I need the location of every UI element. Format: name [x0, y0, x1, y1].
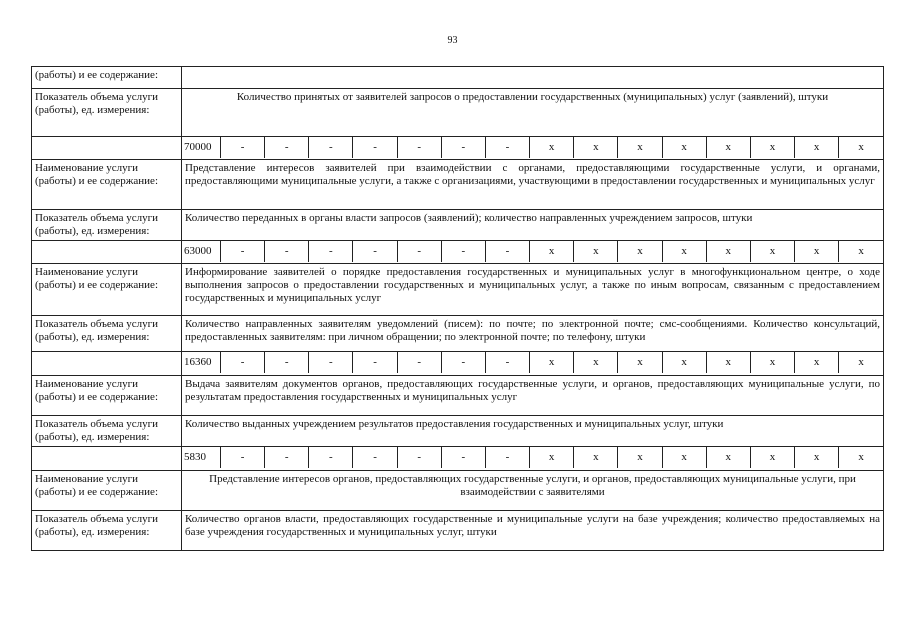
cell-mark-dash: -: [221, 447, 265, 468]
cell-mark-x: x: [795, 137, 839, 158]
row-content: Представление интересов органов, предоставляющих государственные услуги, и органов, предоставляющих муниципальные услуги, при взаимодействии с заявителями: [182, 471, 884, 511]
cell-mark-dash: -: [397, 447, 441, 468]
table-row: [32, 416, 884, 447]
cell-mark-dash: -: [353, 352, 397, 373]
values-grid: [182, 352, 883, 373]
cell-mark-dash: -: [265, 241, 309, 262]
row-label: (работы) и ее содержание:: [32, 67, 182, 89]
cell-mark-x: x: [706, 352, 750, 373]
cell-mark-dash: -: [441, 352, 485, 373]
cell-mark-x: x: [839, 352, 883, 373]
cell-mark-x: x: [706, 137, 750, 158]
cell-mark-x: x: [662, 447, 706, 468]
cell-mark-x: x: [795, 447, 839, 468]
volume-value: 63000: [182, 241, 221, 262]
table-row: [32, 316, 884, 352]
cell-mark-dash: -: [441, 137, 485, 158]
row-content: Количество органов власти, предоставляющих государственные и муниципальные услуги на базе учреждения; количество предоставляемых на базе учреждения государственных и муниципальных услуг, штуки: [182, 511, 884, 551]
table-row: [32, 376, 884, 416]
indicator-values-row: [32, 352, 884, 376]
cell-mark-x: x: [750, 447, 794, 468]
cell-mark-x: x: [795, 352, 839, 373]
row-label: Показатель объема услуги (работы), ед. измерения:: [32, 89, 182, 137]
row-content: Количество переданных в органы власти запросов (заявлений); количество направленных учреждением запросов, штуки: [182, 210, 884, 241]
cell-mark-x: x: [618, 137, 662, 158]
values-grid-cell: [182, 137, 884, 160]
indicator-values-row: [32, 241, 884, 264]
cell-mark-dash: -: [265, 447, 309, 468]
cell-mark-dash: -: [221, 137, 265, 158]
row-label: Наименование услуги (работы) и ее содержание:: [32, 376, 182, 416]
empty-label-cell: [32, 352, 182, 376]
cell-mark-dash: -: [397, 241, 441, 262]
row-content: Представление интересов заявителей при взаимодействии с органами, предоставляющими государственные услуги, и органами, предоставляющими муниципальные услуги, а также с организациями, участвующими в предоставлении государственных и муниципальных услуг: [182, 160, 884, 210]
row-label: Показатель объема услуги (работы), ед. измерения:: [32, 416, 182, 447]
empty-label-cell: [32, 241, 182, 264]
values-grid-cell: [182, 447, 884, 471]
volume-value: 5830: [182, 447, 221, 468]
table-row: [32, 210, 884, 241]
row-content: Количество направленных заявителям уведомлений (писем): по почте; по электронной почте; смс-сообщениями. Количество консультаций, предоставленных заявителям: при личном обращении; по электронной почте; по телефону, штуки: [182, 316, 884, 352]
cell-mark-dash: -: [485, 352, 529, 373]
cell-mark-dash: -: [265, 137, 309, 158]
cell-mark-dash: -: [221, 352, 265, 373]
cell-mark-x: x: [839, 137, 883, 158]
cell-mark-dash: -: [353, 447, 397, 468]
row-label: Показатель объема услуги (работы), ед. измерения:: [32, 316, 182, 352]
row-content: [182, 67, 884, 89]
table-row: [32, 471, 884, 511]
table-row: [32, 67, 884, 89]
cell-mark-x: x: [530, 447, 574, 468]
cell-mark-dash: -: [221, 241, 265, 262]
cell-mark-dash: -: [309, 241, 353, 262]
table-row: [32, 89, 884, 137]
values-grid: [182, 137, 883, 158]
row-label: Показатель объема услуги (работы), ед. измерения:: [32, 210, 182, 241]
cell-mark-x: x: [618, 447, 662, 468]
cell-mark-dash: -: [441, 447, 485, 468]
cell-mark-x: x: [750, 352, 794, 373]
cell-mark-x: x: [574, 352, 618, 373]
volume-value: 70000: [182, 137, 221, 158]
cell-mark-x: x: [750, 137, 794, 158]
cell-mark-dash: -: [397, 137, 441, 158]
row-label: Наименование услуги (работы) и ее содержание:: [32, 264, 182, 316]
row-label: Наименование услуги (работы) и ее содержание:: [32, 160, 182, 210]
cell-mark-x: x: [662, 241, 706, 262]
cell-mark-dash: -: [485, 137, 529, 158]
values-grid: [182, 447, 883, 468]
values-grid-cell: [182, 352, 884, 376]
cell-mark-dash: -: [441, 241, 485, 262]
cell-mark-x: x: [795, 241, 839, 262]
empty-label-cell: [32, 137, 182, 160]
cell-mark-dash: -: [309, 447, 353, 468]
cell-mark-dash: -: [309, 137, 353, 158]
cell-mark-x: x: [530, 241, 574, 262]
cell-mark-x: x: [618, 352, 662, 373]
cell-mark-dash: -: [485, 447, 529, 468]
values-grid-cell: [182, 241, 884, 264]
row-content: Количество выданных учреждением результатов предоставления государственных и муниципальных услуг, штуки: [182, 416, 884, 447]
cell-mark-dash: -: [353, 137, 397, 158]
row-label: Показатель объема услуги (работы), ед. измерения:: [32, 511, 182, 551]
services-table: [31, 66, 884, 551]
cell-mark-x: x: [574, 447, 618, 468]
indicator-values-row: [32, 137, 884, 160]
row-content: Информирование заявителей о порядке предоставления государственных и муниципальных услуг в многофункциональном центре, о ходе выполнения запросов о предоставлении государственных и муниципальных услуг, а также по иным вопросам, связанным с предоставлением государственных и муниципальных услуг: [182, 264, 884, 316]
empty-label-cell: [32, 447, 182, 471]
cell-mark-x: x: [530, 352, 574, 373]
cell-mark-x: x: [574, 241, 618, 262]
cell-mark-x: x: [706, 447, 750, 468]
cell-mark-x: x: [530, 137, 574, 158]
row-content: Количество принятых от заявителей запросов о предоставлении государственных (муниципальных) услуг (заявлений), штуки: [182, 89, 884, 137]
cell-mark-dash: -: [397, 352, 441, 373]
cell-mark-dash: -: [485, 241, 529, 262]
page-number: 93: [447, 35, 458, 46]
cell-mark-x: x: [839, 241, 883, 262]
table-row: [32, 160, 884, 210]
cell-mark-x: x: [750, 241, 794, 262]
table-row: [32, 264, 884, 316]
cell-mark-dash: -: [265, 352, 309, 373]
values-grid: [182, 241, 883, 262]
cell-mark-x: x: [662, 352, 706, 373]
table-row: [32, 511, 884, 551]
cell-mark-x: x: [574, 137, 618, 158]
volume-value: 16360: [182, 352, 221, 373]
cell-mark-x: x: [662, 137, 706, 158]
cell-mark-dash: -: [309, 352, 353, 373]
row-content: Выдача заявителям документов органов, предоставляющих государственные услуги, и органов, предоставляющих муниципальные услуги, по результатам предоставления государственных и муниципальных услуг: [182, 376, 884, 416]
row-label: Наименование услуги (работы) и ее содержание:: [32, 471, 182, 511]
cell-mark-x: x: [618, 241, 662, 262]
cell-mark-x: x: [706, 241, 750, 262]
indicator-values-row: [32, 447, 884, 471]
cell-mark-dash: -: [353, 241, 397, 262]
cell-mark-x: x: [839, 447, 883, 468]
